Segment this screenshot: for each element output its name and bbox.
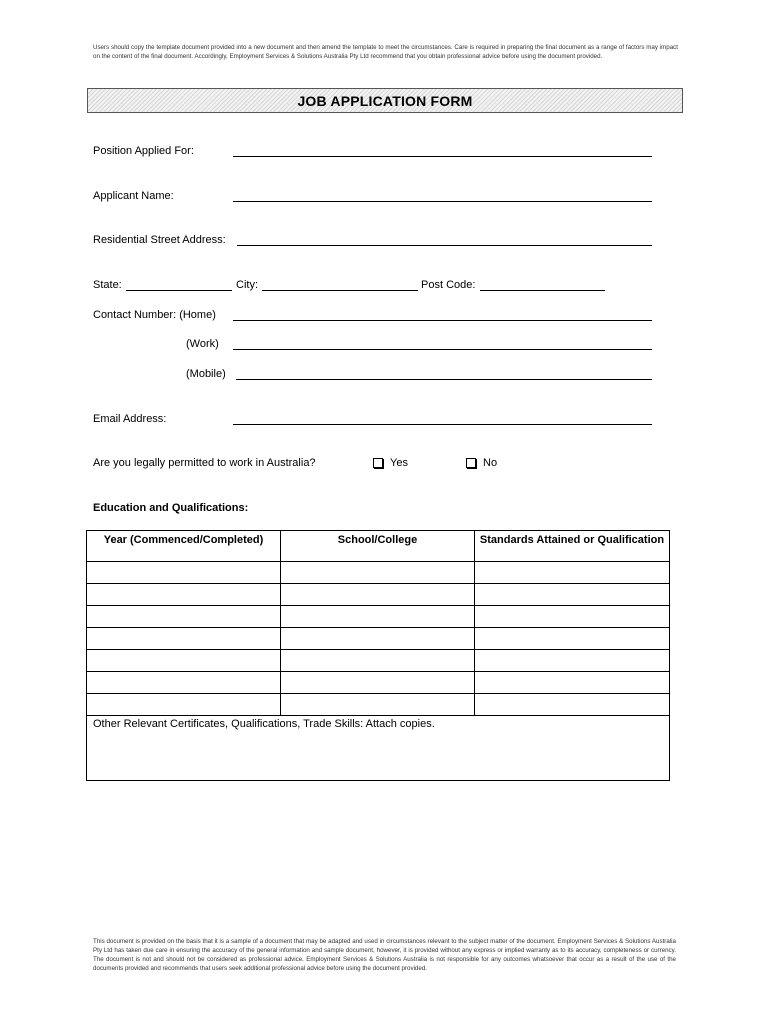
school-column-header: School/College [281, 531, 475, 562]
city-label: City: [236, 279, 258, 291]
contact-home-field[interactable] [233, 320, 652, 321]
no-checkbox[interactable] [466, 458, 476, 468]
qualification-cell[interactable] [475, 606, 670, 628]
post-code-field[interactable] [480, 290, 605, 291]
qualification-cell[interactable] [475, 628, 670, 650]
other-certificates-cell[interactable] [87, 716, 670, 781]
qualification-cell[interactable] [475, 694, 670, 716]
year-cell[interactable] [87, 562, 281, 584]
post-code-label: Post Code: [421, 279, 476, 291]
form-title: JOB APPLICATION FORM [297, 92, 473, 109]
qualification-cell[interactable] [475, 650, 670, 672]
school-cell[interactable] [281, 650, 475, 672]
address-label: Residential Street Address: [93, 234, 226, 246]
table-row [87, 628, 670, 650]
bottom-disclaimer: This document is provided on the basis that it is a sample of a document that may be adapted and used in circumstances relevant to the subject matter of the document. Employment Services & Solutions Australia Pty Ltd has taken due care in ensuring the accuracy of the general information and sample document, however, it is provided without any express or implied warranty as to its accuracy, completeness or currency. The document is not and should not be considered as professional advice. Employment Services & Solutions Australia is not responsible for any outcomes whatsoever that occur as a result of the use of the documents provided and recommends that users seek additional professional advice before using the document provided. [93, 938, 676, 972]
contact-mobile-label: (Mobile) [186, 368, 226, 380]
email-field[interactable] [233, 424, 652, 425]
qualification-cell[interactable] [475, 672, 670, 694]
school-cell[interactable] [281, 672, 475, 694]
school-cell[interactable] [281, 694, 475, 716]
position-field[interactable] [233, 156, 652, 157]
school-cell[interactable] [281, 606, 475, 628]
table-row [87, 694, 670, 716]
school-cell[interactable] [281, 584, 475, 606]
other-certificates-label: Other Relevant Certificates, Qualifications, Trade Skills: Attach copies. [93, 718, 435, 730]
contact-home-label: Contact Number: (Home) [93, 309, 216, 321]
qualification-cell[interactable] [475, 584, 670, 606]
yes-label: Yes [390, 457, 408, 469]
top-disclaimer: Users should copy the template document provided into a new document and then amend the template to meet the circumstances. Care is required in preparing the final document as a range of factors may impact on the content of the final document. Accordingly, Employment Services & Solutions Australia Pty Ltd recommend that you obtain professional advice before using the document provided. [93, 44, 678, 60]
applicant-name-label: Applicant Name: [93, 190, 174, 202]
form-title-banner [87, 88, 683, 113]
table-row [87, 606, 670, 628]
school-cell[interactable] [281, 562, 475, 584]
other-certificates-row [87, 716, 670, 781]
contact-work-label: (Work) [186, 338, 219, 350]
contact-work-field[interactable] [233, 349, 652, 350]
year-cell[interactable] [87, 628, 281, 650]
applicant-name-field[interactable] [233, 201, 652, 202]
position-label: Position Applied For: [93, 145, 194, 157]
address-field[interactable] [237, 245, 652, 246]
work-permit-question: Are you legally permitted to work in Australia? [93, 457, 316, 469]
contact-mobile-field[interactable] [236, 379, 652, 380]
education-header-row [87, 531, 670, 562]
education-table [86, 530, 670, 781]
table-row [87, 672, 670, 694]
table-row [87, 584, 670, 606]
state-label: State: [93, 279, 122, 291]
qualification-column-header: Standards Attained or Qualification [475, 531, 670, 562]
year-column-header: Year (Commenced/Completed) [87, 531, 281, 562]
year-cell[interactable] [87, 694, 281, 716]
email-label: Email Address: [93, 413, 167, 425]
qualification-cell[interactable] [475, 562, 670, 584]
year-cell[interactable] [87, 584, 281, 606]
table-row [87, 650, 670, 672]
no-label: No [483, 457, 498, 469]
year-cell[interactable] [87, 650, 281, 672]
city-field[interactable] [262, 290, 418, 291]
state-field[interactable] [126, 290, 232, 291]
year-cell[interactable] [87, 606, 281, 628]
education-heading: Education and Qualifications: [93, 502, 249, 514]
year-cell[interactable] [87, 672, 281, 694]
yes-checkbox[interactable] [373, 458, 383, 468]
school-cell[interactable] [281, 628, 475, 650]
table-row [87, 562, 670, 584]
